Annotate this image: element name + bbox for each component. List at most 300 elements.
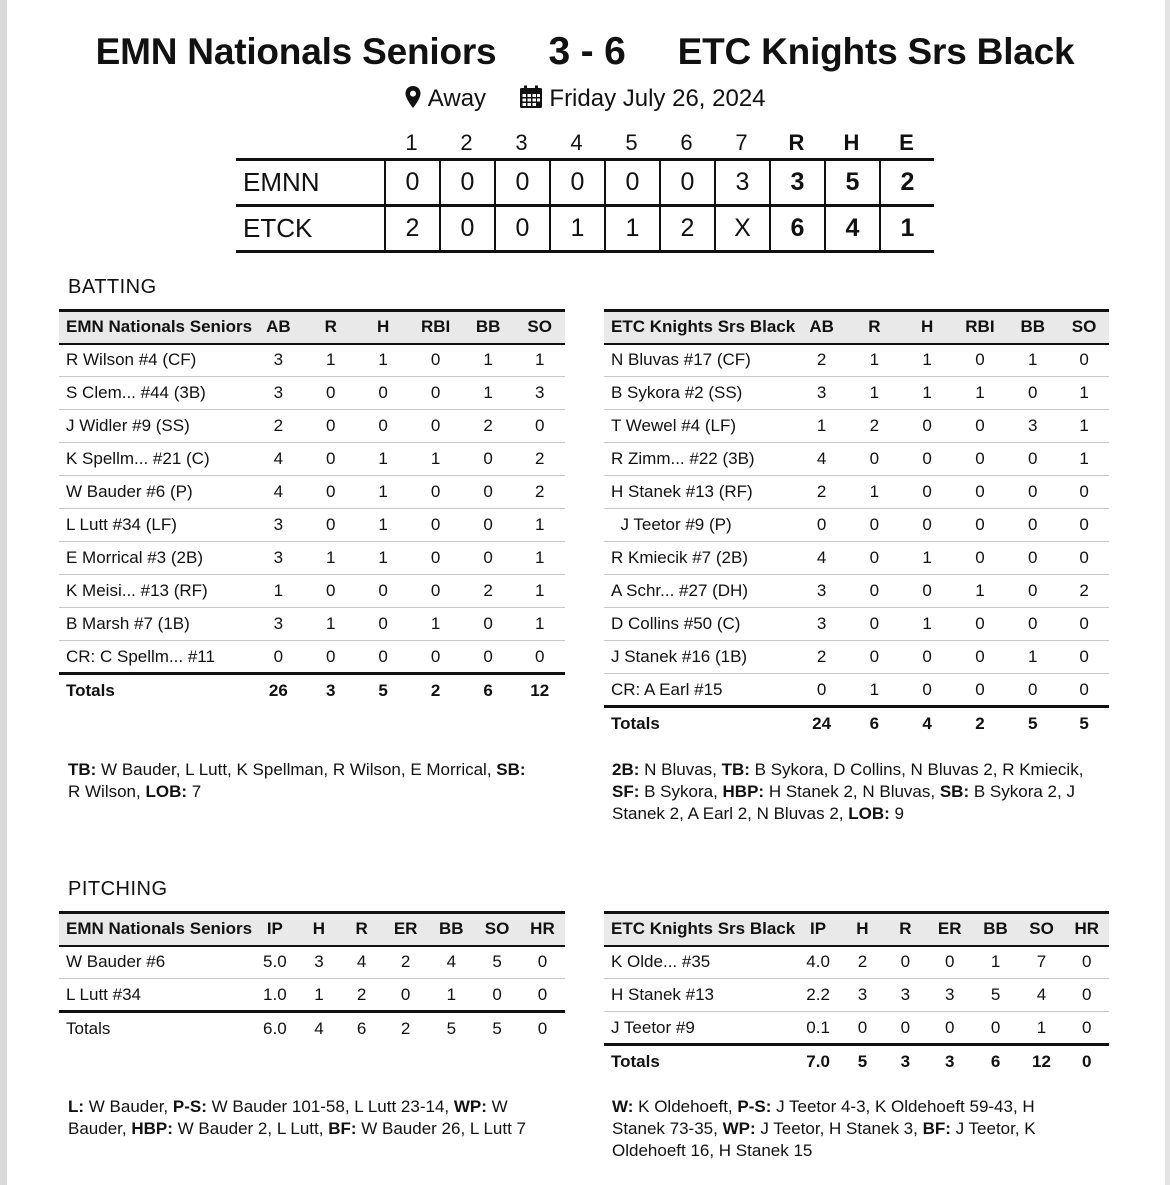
player-row — [604, 344, 1109, 377]
location-label: Away — [427, 85, 487, 112]
stat-cell: 0 — [944, 1017, 955, 1037]
total-cell: 6 — [848, 707, 901, 740]
stat-cell: 0 — [954, 410, 1007, 443]
stat-cell: 4 — [428, 946, 474, 979]
stat-cell: 0 — [305, 410, 357, 443]
note-key: TB: — [68, 760, 97, 779]
inning-header: 6 — [680, 130, 693, 155]
note-value: W Bauder, L Lutt, K Spellman, R Wilson, E Morrical, — [96, 760, 497, 779]
stat-cell: 4 — [340, 946, 383, 979]
stat-cell: 0 — [1065, 979, 1110, 1012]
batting-header-row — [59, 311, 565, 344]
stat-cell: 1 — [795, 410, 848, 443]
note-key: HBP: — [131, 1119, 173, 1138]
stat-cell: 0 — [273, 646, 284, 666]
stat-cell: 1 — [357, 542, 409, 575]
stat-cell: 0 — [1059, 344, 1109, 377]
pitching-header-row — [59, 913, 565, 946]
note-key: TB: — [721, 760, 750, 779]
stat-cell: 3 — [252, 344, 305, 377]
stat-cell: 1 — [357, 344, 409, 377]
stat-cell: 0 — [409, 410, 462, 443]
player-name: W Bauder #6 (P) — [59, 476, 252, 509]
pitching-table-home — [604, 911, 1109, 1078]
stat-cell: 1 — [357, 476, 409, 509]
stat-cell: 0 — [1059, 476, 1109, 509]
player-row — [604, 979, 1109, 1012]
totals-label: Totals — [604, 1045, 795, 1078]
stat-cell: 1.0 — [263, 984, 287, 1004]
player-name: S Clem... #44 (3B) — [59, 377, 252, 410]
inning-score: 0 — [439, 207, 494, 250]
inning-header: 1 — [405, 130, 418, 155]
total-cell: 12 — [1019, 1045, 1065, 1078]
player-row — [59, 608, 565, 641]
stat-cell: 0 — [462, 542, 515, 575]
batting-header-row — [604, 311, 1109, 344]
stat-cell: 1 — [901, 542, 954, 575]
stat-cell: 0 — [848, 575, 901, 608]
stat-cell: 0 — [1059, 608, 1109, 641]
stat-cell: 0 — [534, 646, 545, 666]
total-cell: 5 — [357, 674, 409, 707]
stat-cell: 0 — [900, 1017, 911, 1037]
stat-cell: 0 — [1059, 542, 1109, 575]
inning-header: 7 — [735, 130, 748, 155]
column-header: IP — [252, 913, 298, 946]
stat-cell: 3 — [795, 575, 848, 608]
stat-cell: 1 — [252, 575, 305, 608]
total-cell: 3 — [305, 674, 357, 707]
game-date: Friday July 26, 2024 — [549, 85, 766, 112]
column-header: R — [340, 913, 383, 946]
stat-cell: 0 — [927, 946, 973, 979]
stat-cell: 3 — [298, 946, 341, 979]
column-header: H — [298, 913, 341, 946]
stat-cell: 0 — [954, 443, 1007, 476]
line-score — [236, 128, 934, 253]
line-score-row-home — [236, 207, 934, 253]
column-header: SO — [474, 913, 520, 946]
player-name: E Morrical #3 (2B) — [59, 542, 252, 575]
column-header: SO — [514, 311, 565, 344]
stat-cell: 3 — [514, 377, 565, 410]
stat-cell: 0 — [884, 946, 927, 979]
player-name: K Olde... #35 — [604, 946, 795, 979]
player-name: J Stanek #16 (1B) — [604, 641, 795, 674]
stat-cell: 0 — [954, 542, 1007, 575]
stat-cell: 1 — [314, 984, 324, 1004]
player-name: B Marsh #7 (1B) — [59, 608, 252, 641]
stat-cell: 0 — [305, 575, 357, 608]
column-header: IP — [795, 913, 841, 946]
column-header: HR — [1065, 913, 1110, 946]
calendar-icon — [519, 85, 543, 116]
inning-header: 4 — [570, 130, 583, 155]
stat-cell: 0 — [462, 608, 515, 641]
stat-cell: 1 — [305, 542, 357, 575]
stat-cell: 2 — [252, 410, 305, 443]
total-cell: 6 — [462, 674, 515, 707]
batting-section-title: BATTING — [68, 276, 157, 298]
runs-total: 6 — [769, 207, 824, 250]
stat-cell: 0 — [857, 1017, 868, 1037]
pitching-table-away — [59, 911, 565, 1045]
player-row — [604, 946, 1109, 979]
player-row — [59, 443, 565, 476]
player-row — [59, 509, 565, 542]
note-value: H Stanek 2, N Bluvas, — [764, 782, 940, 801]
note-value: W Bauder 101-58, L Lutt 23-14, — [206, 1097, 454, 1116]
stat-cell: 1 — [1036, 1017, 1047, 1037]
stat-cell: 0 — [954, 509, 1007, 542]
total-cell: 6.0 — [252, 1012, 298, 1045]
total-cell: 2 — [954, 707, 1007, 740]
stat-cell: 0 — [954, 641, 1007, 674]
note-key: WP: — [722, 1119, 756, 1138]
stat-cell: 3 — [884, 979, 927, 1012]
column-header: R — [848, 311, 901, 344]
stat-cell: 4 — [252, 443, 305, 476]
note-key: SB: — [939, 782, 970, 801]
player-row — [604, 608, 1109, 641]
stat-cell: 4.0 — [795, 946, 841, 979]
stat-cell: 2 — [514, 443, 565, 476]
stat-cell: 2 — [841, 946, 884, 979]
stat-cell: 1 — [462, 344, 515, 377]
pitching-notes-home — [612, 1096, 1087, 1162]
stat-cell: 0 — [305, 476, 357, 509]
stat-cell: 1 — [514, 575, 565, 608]
stat-cell: 1 — [973, 946, 1019, 979]
stat-cell: 1 — [357, 509, 409, 542]
stat-cell: 2 — [795, 344, 848, 377]
column-header: AB — [795, 311, 848, 344]
column-header: HR — [520, 913, 565, 946]
stat-cell: 0 — [483, 646, 493, 666]
stat-cell: 0 — [305, 509, 357, 542]
inning-score: X — [714, 207, 769, 250]
note-key: L: — [68, 1097, 85, 1116]
stat-cell: 3 — [252, 509, 305, 542]
stat-cell: 0 — [1082, 1017, 1092, 1037]
total-cell: 2 — [383, 1012, 429, 1045]
player-row — [59, 542, 565, 575]
stat-cell: 0 — [848, 608, 901, 641]
inning-score: 3 — [714, 161, 769, 204]
hits-total: 5 — [824, 161, 879, 204]
stat-cell: 1 — [514, 608, 565, 641]
total-cell: 4 — [298, 1012, 341, 1045]
total-cell: 5 — [841, 1045, 884, 1078]
stat-cell: 0 — [409, 377, 462, 410]
stat-cell: 0 — [462, 509, 515, 542]
stat-cell: 0 — [1059, 509, 1109, 542]
stat-cell: 1 — [1059, 377, 1109, 410]
note-key: WP: — [453, 1097, 487, 1116]
player-row — [604, 443, 1109, 476]
player-name: N Bluvas #17 (CF) — [604, 344, 795, 377]
total-cell: 5 — [474, 1012, 520, 1045]
team-column-header: ETC Knights Srs Black — [604, 311, 795, 344]
stat-cell: 3 — [841, 979, 884, 1012]
pitching-section-title: PITCHING — [68, 878, 168, 900]
column-header: BB — [428, 913, 474, 946]
inning-score: 0 — [549, 161, 604, 204]
player-name: B Sykora #2 (SS) — [604, 377, 795, 410]
player-row — [59, 410, 565, 443]
note-value: J Teetor, H Stanek 3, — [755, 1119, 923, 1138]
total-cell: 7.0 — [795, 1045, 841, 1078]
stat-cell: 5 — [474, 946, 520, 979]
stat-cell: 0 — [357, 410, 409, 443]
pitching-notes-away — [68, 1096, 538, 1140]
totals-row — [59, 674, 565, 707]
home-team-name: ETC Knights Srs Black — [677, 31, 1075, 72]
line-score-team: ETCK — [243, 213, 313, 243]
total-cell: 2 — [409, 674, 462, 707]
total-cell: 3 — [884, 1045, 927, 1078]
stat-cell: 5 — [973, 979, 1019, 1012]
player-name: W Bauder #6 — [59, 946, 252, 979]
inning-score: 0 — [494, 161, 549, 204]
column-header: RBI — [954, 311, 1007, 344]
player-name: L Lutt #34 (LF) — [59, 509, 252, 542]
inning-header: 3 — [515, 130, 528, 155]
column-header: RBI — [409, 311, 462, 344]
stat-cell: 0 — [492, 984, 502, 1004]
stat-cell: 0 — [520, 946, 565, 979]
stat-cell: 0 — [409, 476, 462, 509]
player-row — [604, 476, 1109, 509]
stat-cell: 1 — [409, 608, 462, 641]
stat-cell: 0 — [462, 443, 515, 476]
line-score-row-away — [236, 161, 934, 207]
batting-table-away — [59, 309, 565, 707]
inning-score: 1 — [604, 207, 659, 250]
stat-cell: 3 — [1006, 410, 1059, 443]
inning-score: 1 — [549, 207, 604, 250]
batting-notes-home — [612, 759, 1112, 825]
column-header: R — [305, 311, 357, 344]
stat-cell: 0 — [848, 641, 901, 674]
player-name: CR: A Earl #15 — [611, 679, 723, 699]
column-header: H — [841, 913, 884, 946]
note-value: W Bauder 2, L Lutt, — [172, 1119, 329, 1138]
column-header: BB — [973, 913, 1019, 946]
team-column-header: ETC Knights Srs Black — [604, 913, 795, 946]
stat-cell: 1 — [1006, 344, 1059, 377]
column-header: BB — [462, 311, 515, 344]
stat-cell: 3 — [252, 542, 305, 575]
player-name: T Wewel #4 (LF) — [604, 410, 795, 443]
note-key: P-S: — [737, 1097, 772, 1116]
player-name: R Kmiecik #7 (2B) — [604, 542, 795, 575]
stat-cell: 1 — [446, 984, 457, 1004]
stat-cell: 2 — [356, 984, 367, 1004]
totals-label: Totals — [59, 1012, 252, 1045]
note-key: W: — [612, 1097, 634, 1116]
stat-cell: 0 — [954, 476, 1007, 509]
team-column-header: EMN Nationals Seniors — [59, 913, 252, 946]
stat-cell: 1 — [409, 443, 462, 476]
stat-cell: 1 — [514, 509, 565, 542]
stat-cell: 5.0 — [252, 946, 298, 979]
runs-header: R — [788, 130, 805, 155]
player-name: J Teetor #9 — [611, 1017, 695, 1037]
total-cell: 26 — [252, 674, 305, 707]
stat-cell: 0 — [901, 410, 954, 443]
stat-cell: 0 — [1065, 946, 1110, 979]
stat-cell: 0 — [901, 443, 954, 476]
stat-cell: 0 — [409, 344, 462, 377]
stat-cell: 1 — [514, 344, 565, 377]
totals-row — [59, 1012, 565, 1045]
stat-cell: 1 — [514, 542, 565, 575]
total-cell: 6 — [973, 1045, 1019, 1078]
pitching-header-row — [604, 913, 1109, 946]
inning-score: 0 — [604, 161, 659, 204]
player-name: CR: C Spellm... #11 — [66, 646, 215, 666]
stat-cell: 4 — [795, 542, 848, 575]
stat-cell: 2 — [383, 946, 429, 979]
inning-score: 0 — [494, 207, 549, 250]
note-key: P-S: — [172, 1097, 207, 1116]
total-cell: 5 — [1006, 707, 1059, 740]
errors-total: 2 — [879, 161, 934, 204]
stat-cell: 0 — [975, 679, 985, 699]
stat-cell: 0 — [357, 608, 409, 641]
stat-cell: 1 — [357, 443, 409, 476]
stat-cell: 0 — [1006, 542, 1059, 575]
stat-cell: 0 — [848, 509, 901, 542]
note-value: B Sykora, D Collins, N Bluvas 2, R Kmiecik, — [749, 760, 1084, 779]
inning-score: 0 — [384, 161, 439, 204]
stat-cell: 3 — [252, 377, 305, 410]
stat-cell: 0 — [990, 1017, 1001, 1037]
stat-cell: 0 — [901, 509, 954, 542]
stat-cell: 2 — [848, 410, 901, 443]
note-value: B Sykora 2, J Stanek 2, A Earl 2, N Bluvas 2, — [612, 782, 1075, 823]
stat-cell: 0 — [462, 476, 515, 509]
stat-cell: 0 — [326, 646, 336, 666]
column-header: AB — [252, 311, 305, 344]
away-team-name: EMN Nationals Seniors — [95, 31, 497, 72]
stat-cell: 0 — [305, 377, 357, 410]
stat-cell: 0 — [378, 646, 388, 666]
totals-label: Totals — [59, 674, 252, 707]
player-name: H Stanek #13 (RF) — [604, 476, 795, 509]
player-row — [604, 1012, 1109, 1045]
hits-total: 4 — [824, 207, 879, 250]
inning-header: 5 — [625, 130, 638, 155]
note-key: BF: — [328, 1119, 357, 1138]
line-score-team: EMNN — [243, 167, 320, 197]
batting-notes-away — [68, 759, 528, 803]
total-cell: 0 — [520, 1012, 565, 1045]
note-value: K Oldehoeft, — [633, 1097, 738, 1116]
player-row — [604, 575, 1109, 608]
stat-cell: 4 — [795, 443, 848, 476]
stat-cell: 0 — [409, 575, 462, 608]
totals-row — [604, 707, 1109, 740]
player-name: H Stanek #13 — [604, 979, 795, 1012]
column-header: ER — [383, 913, 429, 946]
note-value: N Bluvas, — [639, 760, 722, 779]
stat-cell: 4 — [252, 476, 305, 509]
inning-header: 2 — [460, 130, 473, 155]
column-header: SO — [1019, 913, 1065, 946]
stat-cell: 0 — [795, 509, 848, 542]
stat-cell: 1 — [1059, 443, 1109, 476]
note-key: SF: — [612, 782, 640, 801]
column-header: R — [884, 913, 927, 946]
stat-cell: 0 — [901, 575, 954, 608]
stat-cell: 0 — [816, 679, 827, 699]
column-header: H — [357, 311, 409, 344]
player-row — [59, 476, 565, 509]
stat-cell: 0 — [1006, 443, 1059, 476]
player-name: J Teetor #9 (P) — [604, 509, 795, 542]
stat-cell: 1 — [954, 377, 1007, 410]
stat-cell: 0 — [305, 443, 357, 476]
player-row — [604, 410, 1109, 443]
player-name: K Spellm... #21 (C) — [59, 443, 252, 476]
column-header: H — [901, 311, 954, 344]
stat-cell: 1 — [954, 575, 1007, 608]
runs-total: 3 — [769, 161, 824, 204]
stat-cell: 2 — [795, 641, 848, 674]
stat-cell: 0 — [537, 984, 548, 1004]
total-cell: 4 — [901, 707, 954, 740]
stat-cell: 0 — [514, 410, 565, 443]
stat-cell: 2 — [462, 575, 515, 608]
total-cell: 6 — [340, 1012, 383, 1045]
player-row — [59, 344, 565, 377]
stat-cell: 0 — [1006, 377, 1059, 410]
stat-cell: 2.2 — [795, 979, 841, 1012]
player-name: L Lutt #34 — [66, 984, 141, 1004]
player-row — [59, 641, 565, 674]
stat-cell: 0 — [409, 509, 462, 542]
total-cell: 12 — [514, 674, 565, 707]
note-value: 7 — [187, 782, 202, 801]
total-cell: 5 — [428, 1012, 474, 1045]
player-name: J Widler #9 (SS) — [59, 410, 252, 443]
stat-cell: 0 — [357, 377, 409, 410]
player-name: K Meisi... #13 (RF) — [59, 575, 252, 608]
stat-cell: 1 — [305, 344, 357, 377]
final-score: 3 - 6 — [548, 30, 626, 73]
note-value: W Bauder 26, L Lutt 7 — [356, 1119, 526, 1138]
player-row — [59, 946, 565, 979]
note-key: SB: — [496, 760, 526, 779]
stat-cell: 1 — [869, 679, 880, 699]
player-row — [604, 674, 1109, 707]
stat-cell: 0 — [1059, 641, 1109, 674]
stat-cell: 0 — [1079, 679, 1089, 699]
line-score-header — [236, 128, 934, 158]
stat-cell: 0 — [1028, 679, 1038, 699]
note-key: 2B: — [612, 760, 640, 779]
stat-cell: 1 — [848, 344, 901, 377]
column-header: SO — [1059, 311, 1109, 344]
stat-cell: 0.1 — [806, 1017, 830, 1037]
totals-label: Totals — [604, 707, 795, 740]
stat-cell: 0 — [1006, 575, 1059, 608]
stat-cell: 1 — [901, 377, 954, 410]
game-title — [0, 30, 1170, 74]
